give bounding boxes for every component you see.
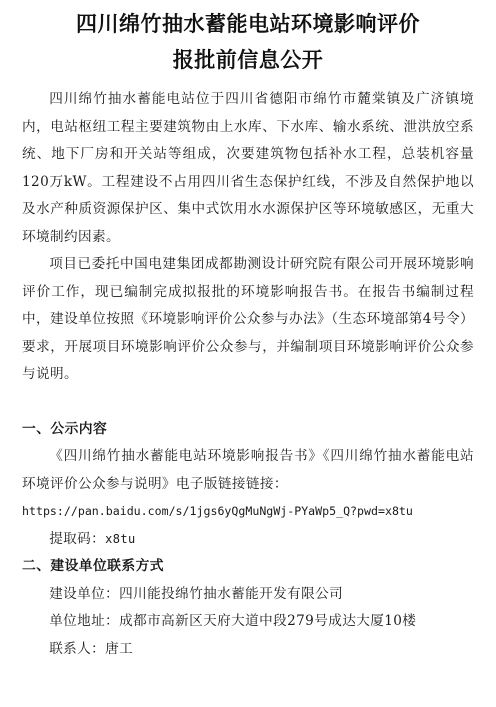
title-spacer — [22, 78, 474, 86]
contact-address-line — [22, 608, 474, 636]
contact-person-value: 唐工 — [105, 640, 134, 657]
download-link-text[interactable]: https://pan.baidu.com/s/1jgs6yQgMuNgWj-PYaWp5_Q?pwd=x8tu — [22, 504, 413, 518]
download-link[interactable] — [22, 498, 474, 526]
contact-address-value: 成都市高新区天府大道中段279号成达大厦10楼 — [119, 613, 417, 629]
document-title — [22, 6, 474, 78]
section-spacer — [22, 389, 474, 416]
contact-person-line — [22, 636, 474, 664]
contact-address-label: 单位地址： — [49, 613, 120, 629]
title-line-2: 报批前信息公开 — [172, 48, 324, 72]
contact-unit-label: 建设单位： — [49, 585, 120, 602]
contact-unit-value: 四川能投绵竹抽水蓄能开发有限公司 — [119, 585, 344, 602]
contact-person-label: 联系人： — [49, 640, 106, 657]
contact-unit-line — [22, 581, 474, 609]
intro-paragraph-project: 四川绵竹抽水蓄能电站位于四川省德阳市绵竹市麓棠镇及广济镇境内，电站枢纽工程主要建筑物由上水库、下水库、输水系统、泄洪放空系统、地下厂房和开关站等组成，次要建筑物包括补水工程，总装机容量120万kW。工程建设不占用四川省生态保护红线，不涉及自然保护地以及水产种质资源保护区、集中式饮用水水源保护区等环境敏感区，无重大环境制约因素。 — [22, 91, 474, 245]
extraction-code-value: x8tu — [105, 531, 136, 546]
intro-paragraph-eia: 项目已委托中国电建集团成都勘测设计研究院有限公司开展环境影响评价工作，现已编制完成拟报批的环境影响报告书。在报告书编制过程中，建设单位按照《环境影响评价公众参与办法》（生态环境部第4号令）要求，开展项目环境影响评价公众参与，并编制项目环境影响评价公众参与说明。 — [22, 256, 474, 382]
section-heading-contact: 二、建设单位联系方式 — [22, 558, 164, 574]
extraction-code-label: 提取码： — [49, 530, 106, 547]
publication-body: 《四川绵竹抽水蓄能电站环境影响报告书》《四川绵竹抽水蓄能电站环境评价公众参与说明》电子版链接链接： — [22, 448, 474, 492]
extraction-code-line — [22, 526, 474, 554]
section-heading-publication: 一、公示内容 — [22, 420, 108, 437]
title-line-1: 四川绵竹抽水蓄能电站环境影响评价 — [76, 12, 420, 36]
